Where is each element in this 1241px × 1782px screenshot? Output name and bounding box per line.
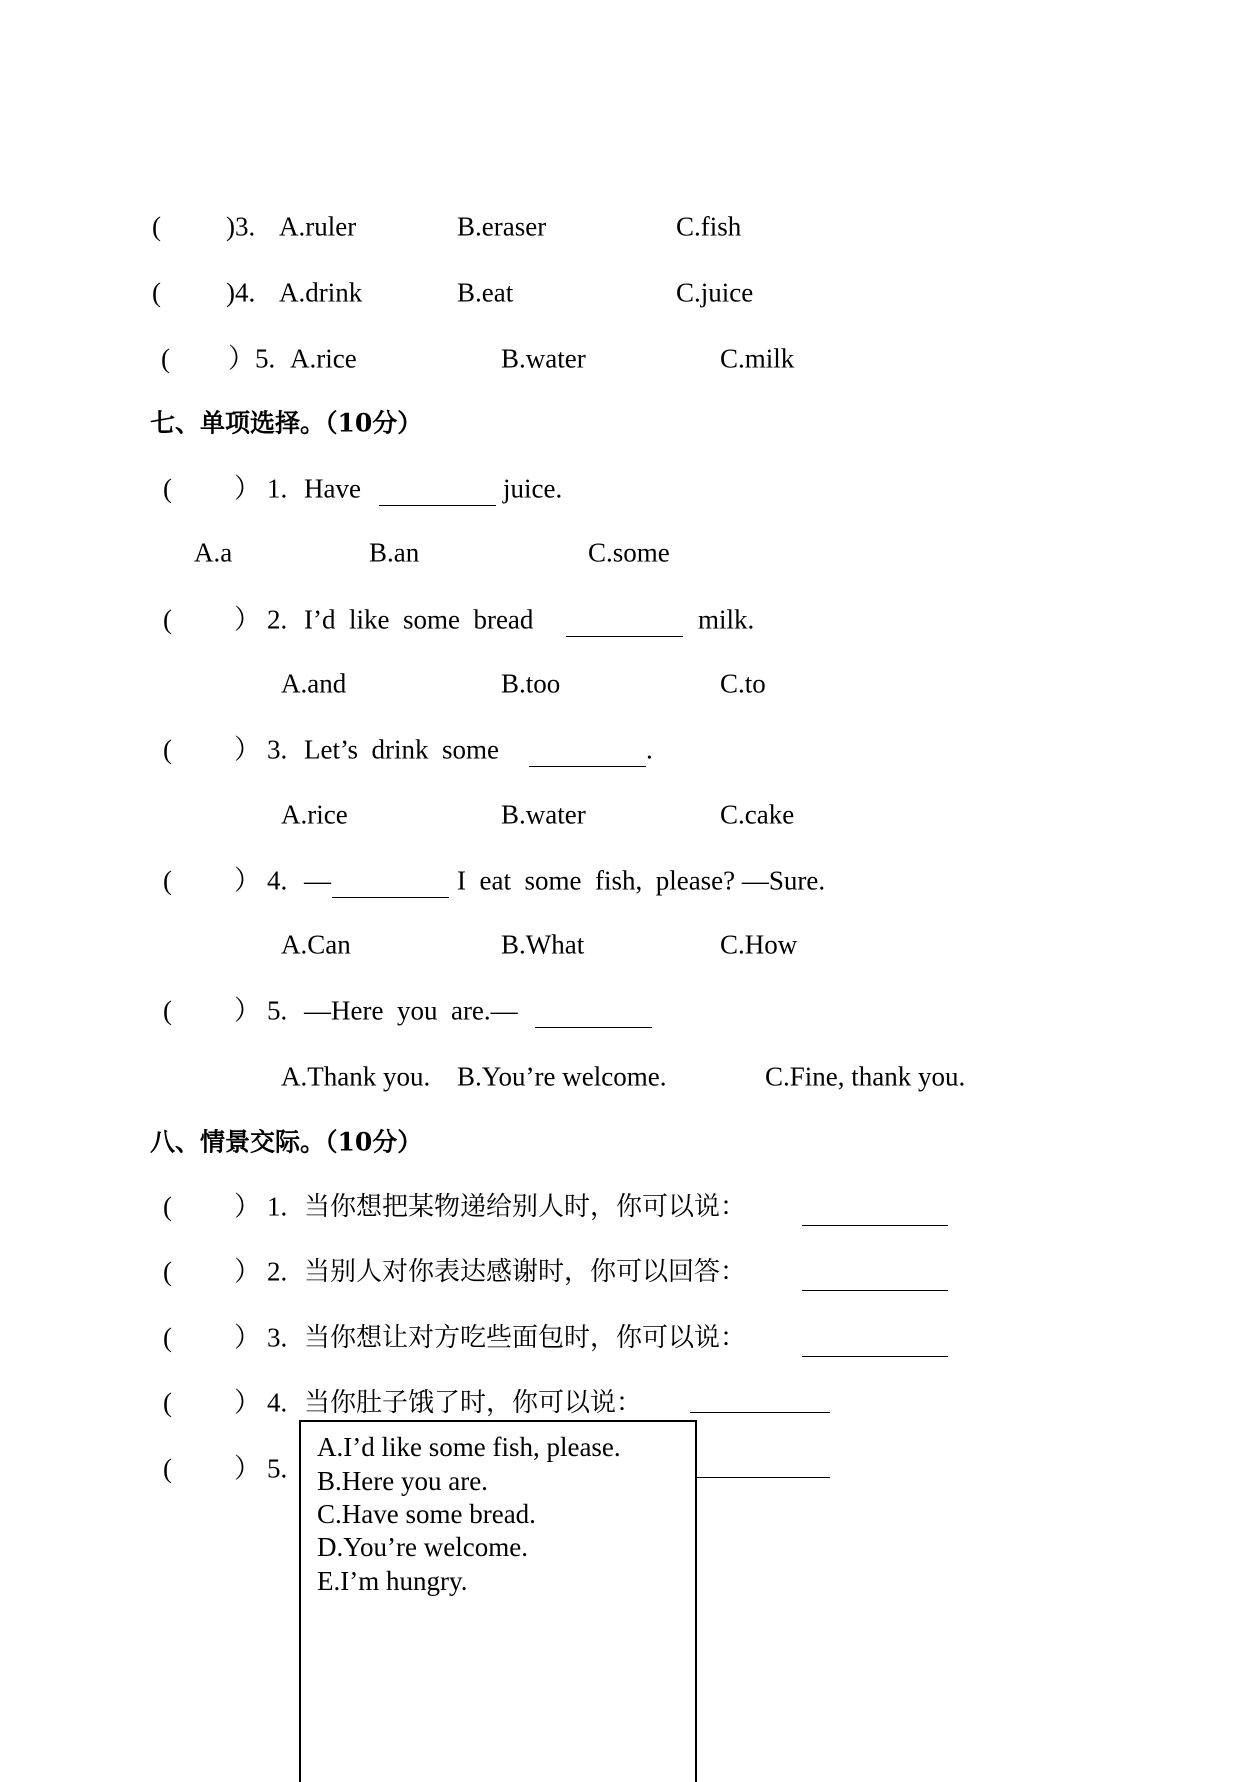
option-a: A.rice	[290, 343, 357, 374]
answer-paren[interactable]: (	[152, 277, 161, 308]
answer-paren-open[interactable]: (	[163, 1387, 172, 1418]
choice-d: D.You’re welcome.	[317, 1532, 528, 1562]
answer-paren-close: ）	[234, 1256, 261, 1287]
option-c: C.some	[588, 537, 670, 568]
answer-paren-open[interactable]: (	[163, 1191, 172, 1222]
option-c: C.fish	[676, 211, 742, 242]
item-number: 5.	[267, 995, 288, 1026]
answer-paren-open[interactable]: (	[163, 604, 172, 635]
option-c: C.cake	[720, 799, 795, 830]
answer-paren-open[interactable]: (	[163, 734, 172, 765]
answer-blank	[529, 766, 646, 767]
answer-blank	[535, 1027, 652, 1028]
option-b: B.You’re welcome.	[457, 1061, 667, 1092]
question-text: 当你想让对方吃些面包时，你可以说：	[304, 1323, 747, 1353]
answer-blank	[379, 505, 496, 506]
option-a: A.ruler	[279, 211, 357, 242]
question-text: 当你肚子饿了时，你可以说：	[304, 1388, 643, 1418]
option-a: A.and	[281, 668, 347, 699]
option-b: B.too	[501, 668, 561, 699]
choice-b: B.Here you are.	[317, 1466, 488, 1496]
item-number: 1.	[267, 1191, 288, 1222]
option-a: A.a	[194, 537, 233, 568]
answer-blank	[566, 636, 683, 637]
choice-c: C.Have some bread.	[317, 1499, 536, 1529]
option-a: A.drink	[279, 277, 363, 308]
choice-a: A.I’d like some fish, please.	[317, 1432, 621, 1462]
answer-paren-close: ）	[234, 1191, 261, 1222]
item-number: 3.	[267, 1322, 288, 1353]
item-number: ）5.	[228, 343, 276, 374]
answer-paren-close: ）	[234, 1387, 261, 1418]
option-b: B.What	[501, 929, 585, 960]
item-number: 4.	[267, 1387, 288, 1418]
option-a: A.rice	[281, 799, 348, 830]
item-number: 1.	[267, 473, 288, 504]
answer-paren-open[interactable]: (	[163, 995, 172, 1026]
option-b: B.water	[501, 799, 586, 830]
answer-paren-close: ）	[234, 604, 261, 635]
answer-blank	[332, 897, 449, 898]
answer-paren-close: ）	[234, 995, 261, 1026]
item-number: 5.	[267, 1453, 288, 1484]
answer-paren-open[interactable]: (	[163, 1256, 172, 1287]
question-text-post: juice.	[503, 473, 563, 504]
item-number: 2.	[267, 1256, 288, 1287]
answer-paren-open[interactable]: (	[163, 473, 172, 504]
option-b: B.eraser	[457, 211, 547, 242]
answer-paren[interactable]: (	[152, 211, 161, 242]
question-text-pre: Have	[304, 473, 361, 504]
question-text-pre: Let’s drink some	[304, 734, 499, 765]
section8-heading: 八、情景交际。（10分）	[150, 1127, 423, 1157]
option-a: A.Thank you.	[281, 1061, 431, 1092]
answer-paren-open[interactable]: (	[163, 1322, 172, 1353]
option-b: B.eat	[457, 277, 514, 308]
answer-paren-open[interactable]: (	[163, 1453, 172, 1484]
question-text-post: .	[646, 734, 653, 765]
item-number: 3.	[267, 734, 288, 765]
item-number: 2.	[267, 604, 288, 635]
answer-blank	[690, 1412, 830, 1413]
question-text-pre: I’d like some bread	[304, 604, 534, 635]
choice-e: E.I’m hungry.	[317, 1566, 468, 1596]
question-text-pre: —Here you are.—	[304, 995, 518, 1026]
answer-paren[interactable]: (	[161, 343, 170, 374]
answer-paren-close: ）	[234, 1322, 261, 1353]
option-c: C.to	[720, 668, 766, 699]
answer-paren-close: ）	[234, 473, 261, 504]
option-c: C.juice	[676, 277, 754, 308]
option-b: B.water	[501, 343, 586, 374]
question-text: 当你想把某物递给别人时，你可以说：	[304, 1192, 747, 1222]
answer-paren-close: ）	[234, 734, 261, 765]
option-c: C.How	[720, 929, 798, 960]
answer-blank	[802, 1356, 948, 1357]
item-number: 4.	[267, 865, 288, 896]
choices-box	[299, 1420, 697, 1782]
question-text-pre: —	[304, 865, 331, 896]
option-b: B.an	[369, 537, 420, 568]
answer-blank	[802, 1290, 948, 1291]
question-text-post: I eat some fish, please? —Sure.	[457, 865, 826, 896]
answer-paren-open[interactable]: (	[163, 865, 172, 896]
option-a: A.Can	[281, 929, 351, 960]
answer-blank	[690, 1477, 830, 1478]
option-c: C.milk	[720, 343, 795, 374]
answer-paren-close: ）	[234, 1453, 261, 1484]
answer-blank	[802, 1225, 948, 1226]
answer-paren-close: ）	[234, 865, 261, 896]
item-number: )3.	[226, 211, 256, 242]
option-c: C.Fine, thank you.	[765, 1061, 966, 1092]
item-number: )4.	[226, 277, 256, 308]
section7-heading: 七、单项选择。（10分）	[150, 408, 423, 438]
question-text-post: milk.	[698, 604, 755, 635]
question-text: 当别人对你表达感谢时，你可以回答：	[304, 1257, 747, 1287]
